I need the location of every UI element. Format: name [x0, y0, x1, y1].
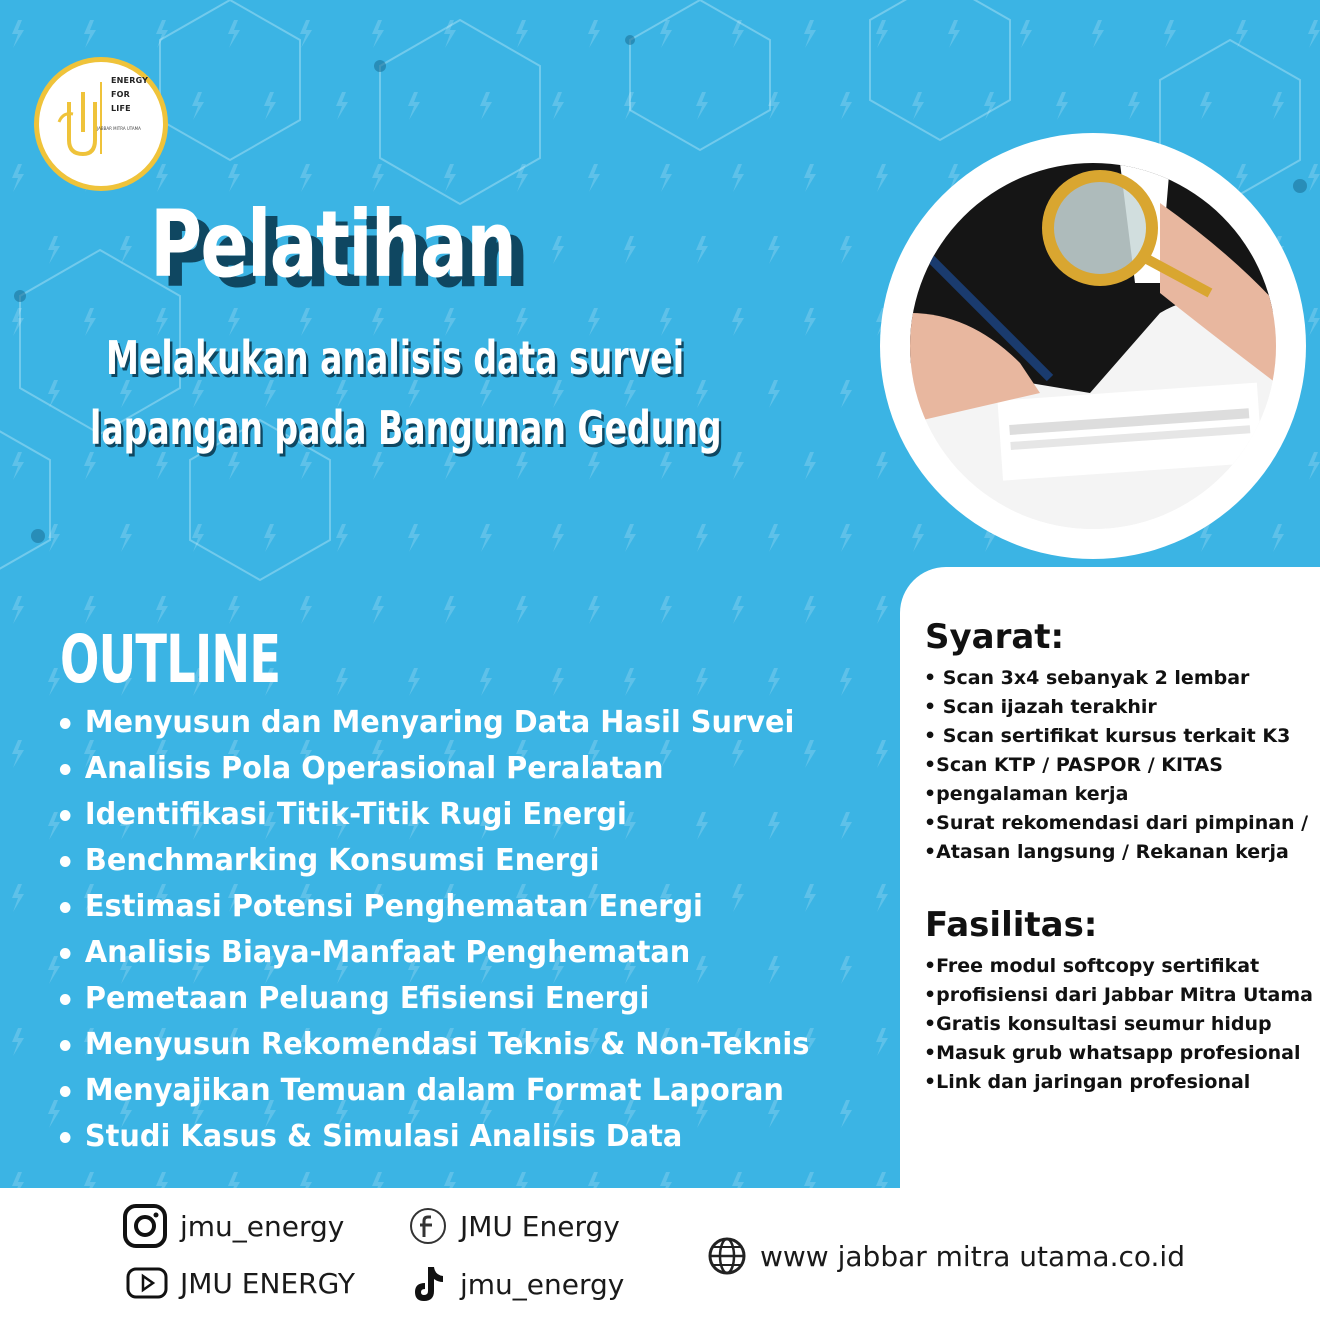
lightning-bolt-icon: [1128, 92, 1140, 120]
lightning-bolt-icon: [336, 524, 348, 552]
lightning-bolt-icon: [660, 20, 672, 48]
lightning-bolt-icon: [552, 524, 564, 552]
lightning-bolt-icon: [624, 92, 636, 120]
lightning-bolt-icon: [48, 236, 60, 264]
lightning-bolt-icon: [120, 524, 132, 552]
fasilitas-item: •Gratis konsultasi seumur hidup: [924, 1013, 1272, 1035]
tiktok-link[interactable]: [410, 1263, 624, 1305]
lightning-bolt-icon: [444, 596, 456, 624]
lightning-bolt-icon: [696, 236, 708, 264]
syarat-heading: Syarat:: [925, 617, 1065, 657]
logo-subtext: JABBAR MITRA UTAMA: [97, 126, 141, 131]
lightning-bolt-icon: [984, 92, 996, 120]
lightning-bolt-icon: [516, 596, 528, 624]
fasilitas-item: •Link dan jaringan profesional: [924, 1071, 1251, 1093]
lightning-bolt-icon: [228, 20, 240, 48]
lightning-bolt-icon: [732, 164, 744, 192]
syarat-item: •Surat rekomendasi dari pimpinan /: [924, 812, 1309, 834]
fasilitas-item: •Masuk grub whatsapp profesional: [924, 1042, 1301, 1064]
page-title: Pelatihan: [150, 191, 516, 298]
syarat-item: •pengalaman kerja: [924, 783, 1129, 805]
lightning-bolt-icon: [840, 956, 852, 984]
lightning-bolt-icon: [876, 164, 888, 192]
syarat-item: • Scan sertifikat kursus terkait K3: [924, 725, 1291, 747]
instagram-link[interactable]: [122, 1203, 344, 1249]
logo-word: ENERGY: [111, 76, 149, 85]
lightning-bolt-icon: [12, 740, 24, 768]
energy-for-life-logo: [34, 57, 168, 191]
lightning-bolt-icon: [840, 92, 852, 120]
lightning-bolt-icon: [84, 308, 96, 336]
lightning-bolt-icon: [120, 236, 132, 264]
lightning-bolt-icon: [408, 668, 420, 696]
syarat-item: • Scan ijazah terakhir: [924, 696, 1157, 718]
lightning-bolt-icon: [840, 812, 852, 840]
lightning-bolt-icon: [12, 884, 24, 912]
lightning-bolt-icon: [12, 164, 24, 192]
lightning-bolt-icon: [732, 596, 744, 624]
lightning-bolt-icon: [876, 20, 888, 48]
lightning-bolt-icon: [732, 452, 744, 480]
lightning-bolt-icon: [48, 668, 60, 696]
lightning-bolt-icon: [48, 380, 60, 408]
instagram-handle: jmu_energy: [180, 1209, 345, 1243]
lightning-bolt-icon: [624, 524, 636, 552]
lightning-bolt-icon: [12, 452, 24, 480]
lightning-bolt-icon: [660, 596, 672, 624]
lightning-bolt-icon: [12, 20, 24, 48]
outline-item: Estimasi Potensi Penghematan Energi: [58, 884, 809, 930]
fasilitas-heading: Fasilitas:: [925, 905, 1098, 945]
youtube-link[interactable]: [126, 1265, 355, 1301]
logo-word: LIFE: [111, 104, 131, 113]
lightning-bolt-icon: [840, 524, 852, 552]
lightning-bolt-icon: [12, 1028, 24, 1056]
footer: [0, 1188, 1320, 1320]
lightning-bolt-icon: [768, 668, 780, 696]
outline-item: Pemetaan Peluang Efisiensi Energi: [58, 976, 809, 1022]
facebook-icon: [408, 1206, 448, 1246]
lightning-bolt-icon: [12, 596, 24, 624]
lightning-bolt-icon: [552, 92, 564, 120]
youtube-icon: [126, 1265, 168, 1301]
lightning-bolt-icon: [1020, 20, 1032, 48]
lightning-bolt-icon: [480, 92, 492, 120]
lightning-bolt-icon: [408, 524, 420, 552]
lightning-bolt-icon: [1272, 92, 1284, 120]
lightning-bolt-icon: [804, 452, 816, 480]
lightning-bolt-icon: [480, 524, 492, 552]
lightning-bolt-icon: [516, 164, 528, 192]
lightning-bolt-icon: [840, 1100, 852, 1128]
lightning-bolt-icon: [1236, 164, 1248, 192]
fasilitas-list: [924, 952, 1314, 1097]
lightning-bolt-icon: [696, 92, 708, 120]
lightning-bolt-icon: [12, 308, 24, 336]
lightning-bolt-icon: [588, 596, 600, 624]
syarat-item: • Scan 3x4 sebanyak 2 lembar: [924, 667, 1250, 689]
lightning-bolt-icon: [480, 668, 492, 696]
outline-item: Analisis Biaya-Manfaat Penghematan: [58, 930, 809, 976]
website-url: www jabbar mitra utama.co.id: [760, 1239, 1185, 1273]
youtube-handle: JMU ENERGY: [180, 1266, 355, 1300]
lightning-bolt-icon: [300, 20, 312, 48]
lightning-bolt-icon: [1308, 452, 1320, 480]
logo-word: FOR: [111, 90, 131, 99]
lightning-bolt-icon: [1308, 164, 1320, 192]
tiktok-handle: jmu_energy: [460, 1267, 625, 1301]
syarat-item: •Scan KTP / PASPOR / KITAS: [924, 754, 1223, 776]
lightning-bolt-icon: [552, 236, 564, 264]
outline-heading: OUTLINE: [60, 621, 281, 698]
lightning-bolt-icon: [84, 20, 96, 48]
lightning-bolt-icon: [1164, 20, 1176, 48]
lightning-bolt-icon: [696, 524, 708, 552]
website-link[interactable]: [706, 1235, 1185, 1277]
outline-list: [58, 700, 841, 1160]
lightning-bolt-icon: [624, 236, 636, 264]
lightning-bolt-icon: [948, 20, 960, 48]
lightning-bolt-icon: [840, 668, 852, 696]
instagram-icon: [122, 1203, 168, 1249]
lightning-bolt-icon: [264, 92, 276, 120]
magnifier-illustration-icon: [910, 163, 1276, 529]
lightning-bolt-icon: [912, 92, 924, 120]
facebook-link[interactable]: [408, 1206, 620, 1246]
subtitle-line: Melakukan analisis data survei: [106, 331, 685, 385]
lightning-bolt-icon: [660, 164, 672, 192]
lightning-bolt-icon: [876, 452, 888, 480]
lightning-bolt-icon: [1200, 92, 1212, 120]
lightning-bolt-icon: [804, 596, 816, 624]
lightning-bolt-icon: [804, 164, 816, 192]
magnifying-glass-photo: [910, 163, 1276, 529]
lightning-bolt-icon: [768, 236, 780, 264]
lightning-bolt-icon: [876, 740, 888, 768]
lightning-bolt-icon: [768, 380, 780, 408]
lightning-bolt-icon: [840, 380, 852, 408]
outline-item: Studi Kasus & Simulasi Analisis Data: [58, 1114, 809, 1160]
lightning-bolt-icon: [1056, 92, 1068, 120]
lightning-bolt-icon: [1092, 20, 1104, 48]
lightning-bolt-icon: [552, 668, 564, 696]
syarat-list: [924, 664, 1314, 867]
lightning-bolt-icon: [156, 20, 168, 48]
lightning-bolt-icon: [372, 596, 384, 624]
lightning-bolt-icon: [804, 20, 816, 48]
lightning-bolt-icon: [912, 524, 924, 552]
fasilitas-item: •profisiensi dari Jabbar Mitra Utama: [924, 984, 1313, 1006]
lightning-bolt-icon: [300, 164, 312, 192]
outline-item: Menyusun dan Menyaring Data Hasil Survei: [58, 700, 809, 746]
lightning-bolt-icon: [192, 92, 204, 120]
subtitle-line: lapangan pada Bangunan Gedung: [90, 401, 722, 455]
lightning-bolt-icon: [624, 668, 636, 696]
lightning-bolt-icon: [840, 236, 852, 264]
lightning-bolt-icon: [1272, 524, 1284, 552]
lightning-bolt-icon: [300, 596, 312, 624]
outline-item: Benchmarking Konsumsi Energi: [58, 838, 809, 884]
outline-item: Analisis Pola Operasional Peralatan: [58, 746, 809, 792]
lightning-bolt-icon: [732, 308, 744, 336]
lightning-bolt-icon: [516, 20, 528, 48]
outline-item: Menyusun Rekomendasi Teknis & Non-Teknis: [58, 1022, 809, 1068]
lightning-bolt-icon: [588, 164, 600, 192]
info-panel: [900, 567, 1320, 1188]
lightning-bolt-icon: [1308, 308, 1320, 336]
globe-icon: [706, 1235, 748, 1277]
lightning-bolt-icon: [876, 884, 888, 912]
fasilitas-item: •Free modul softcopy sertifikat: [924, 955, 1260, 977]
lightning-bolt-icon: [696, 668, 708, 696]
lightning-bolt-icon: [228, 164, 240, 192]
lightning-bolt-icon: [336, 668, 348, 696]
lightning-bolt-icon: [1308, 20, 1320, 48]
tiktok-icon: [410, 1263, 448, 1305]
facebook-handle: JMU Energy: [460, 1209, 620, 1243]
lightning-bolt-icon: [768, 524, 780, 552]
lightning-bolt-icon: [876, 596, 888, 624]
outline-item: Identifikasi Titik-Titik Rugi Energi: [58, 792, 809, 838]
lightning-bolt-icon: [588, 20, 600, 48]
lightning-bolt-icon: [372, 164, 384, 192]
lightning-bolt-icon: [336, 92, 348, 120]
outline-item: Menyajikan Temuan dalam Format Laporan: [58, 1068, 809, 1114]
lightning-bolt-icon: [876, 1028, 888, 1056]
lightning-bolt-icon: [408, 92, 420, 120]
lightning-bolt-icon: [264, 524, 276, 552]
lightning-bolt-icon: [804, 308, 816, 336]
syarat-item: •Atasan langsung / Rekanan kerja: [924, 841, 1289, 863]
lightning-bolt-icon: [444, 164, 456, 192]
lightning-bolt-icon: [372, 20, 384, 48]
